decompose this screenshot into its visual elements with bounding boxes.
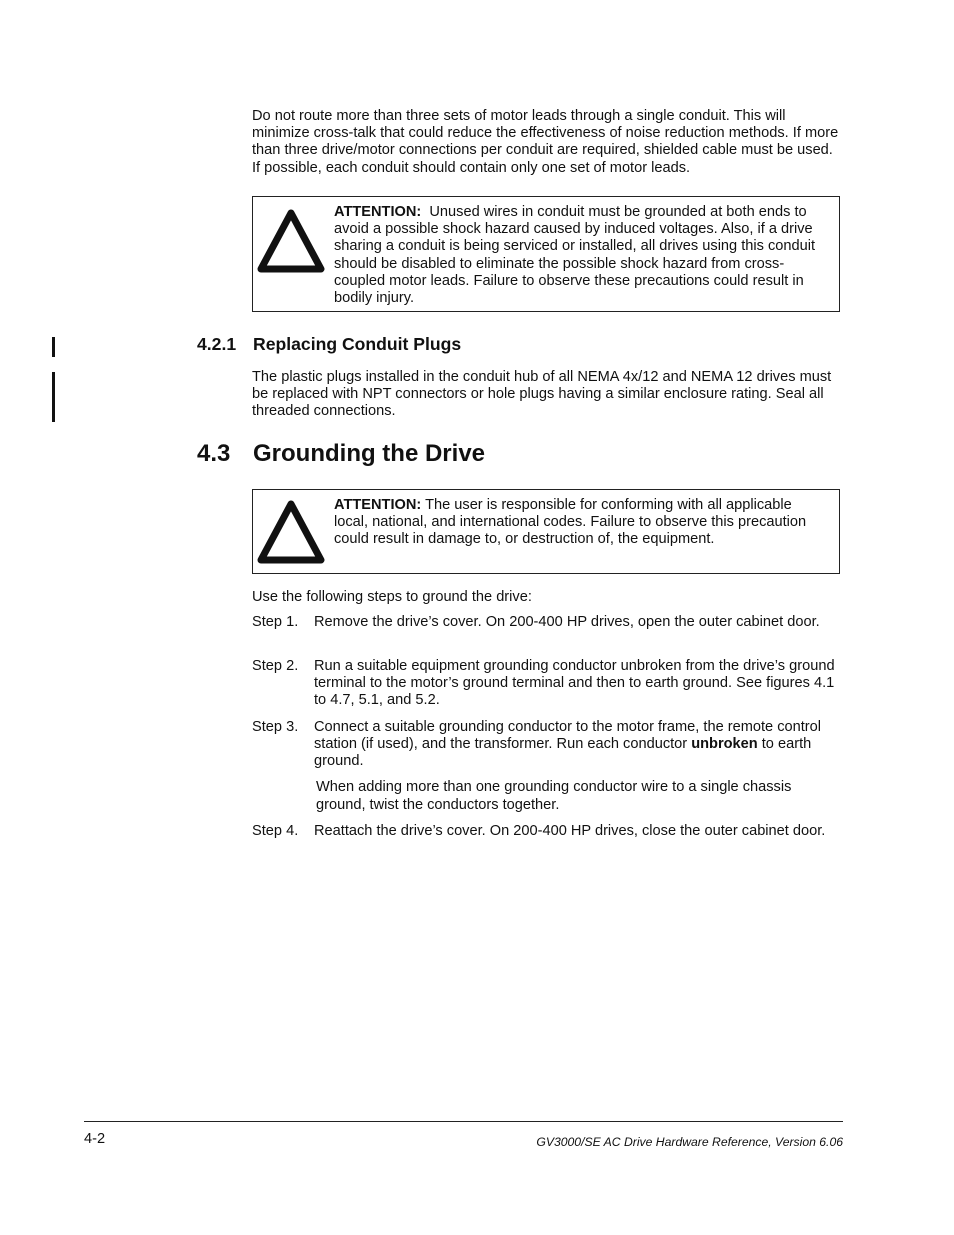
page-number: 4-2 — [84, 1131, 106, 1147]
section-title: Grounding the Drive — [253, 440, 486, 467]
attention-1-label: ATTENTION: — [334, 204, 422, 220]
attention-box-2 — [252, 489, 840, 574]
step-label: Step 3. — [252, 719, 299, 735]
step-text-part: Connect a suitable grounding conductor to the motor frame, the remote control station (if used), and the transformer. Run each conductor — [314, 719, 822, 753]
intro-paragraph: Do not route more than three sets of motor leads through a single conduit. This will minimize cross-talk that could reduce the effectiveness of noise reduction methods. If more than three drive/motor connections per conduit are required, shielded cable must be used. If possible, each conduit should contain only one set of motor leads. — [252, 108, 839, 176]
section-title: Replacing Conduit Plugs — [253, 334, 462, 354]
change-bar — [52, 372, 55, 422]
step-text: Remove the drive’s cover. On 200-400 HP drives, open the outer cabinet door. — [314, 614, 820, 630]
section-number: 4.3 — [197, 440, 231, 467]
section-4-2-1-heading — [197, 334, 461, 355]
step-text: Run a suitable equipment grounding conductor unbroken from the drive’s ground terminal to the motor’s ground terminal and then to earth ground. See figures 4.1 to 4.7, 5.1, and 5.2. — [314, 658, 835, 709]
change-bar — [52, 337, 55, 357]
step-label: Step 2. — [252, 658, 299, 674]
attention-box-1 — [252, 196, 840, 312]
step-item — [252, 719, 842, 771]
attention-2-body: The user is responsible for conforming with all applicable local, national, and international codes. Failure to observe this precaution could result in damage to, or destruction of, the equipment. — [334, 497, 807, 548]
step-item — [252, 658, 842, 710]
step-label: Step 4. — [252, 823, 299, 839]
section-4-3-heading — [197, 440, 485, 468]
section-number: 4.2.1 — [197, 334, 237, 354]
step-item — [252, 614, 842, 631]
step-item — [252, 823, 842, 840]
warning-triangle-icon — [257, 207, 325, 275]
steps-intro: Use the following steps to ground the drive: — [252, 589, 532, 605]
step-3-note: When adding more than one grounding conductor wire to a single chassis ground, twist the conductors together. — [316, 779, 792, 813]
step-text-bold: unbroken — [691, 736, 758, 753]
step-text: Reattach the drive’s cover. On 200-400 HP drives, close the outer cabinet door. — [314, 823, 826, 839]
step-text-part: to earth ground. — [314, 736, 812, 770]
document-title: GV3000/SE AC Drive Hardware Reference, Version 6.06 — [536, 1135, 843, 1149]
warning-triangle-icon — [257, 498, 325, 566]
attention-2-label: ATTENTION: — [334, 497, 422, 513]
attention-1-text — [334, 204, 825, 307]
step-label: Step 1. — [252, 614, 299, 630]
step-text — [314, 719, 842, 771]
attention-1-body: Unused wires in conduit must be grounded at both ends to avoid a possible shock hazard caused by induced voltages. Also, if a drive sharing a conduit is being serviced or installed, all drives using this conduit should be disabled to eliminate the possible shock hazard from cross-coupled motor leads. Failure to observe these precautions could result in bodily injury. — [334, 204, 816, 307]
section-4-2-1-body: The plastic plugs installed in the conduit hub of all NEMA 4x/12 and NEMA 12 drives must be replaced with NPT connectors or hole plugs having a similar enclosure rating. Seal all threaded connections. — [252, 369, 832, 420]
footer-rule — [84, 1121, 843, 1122]
attention-2-text — [334, 497, 825, 549]
